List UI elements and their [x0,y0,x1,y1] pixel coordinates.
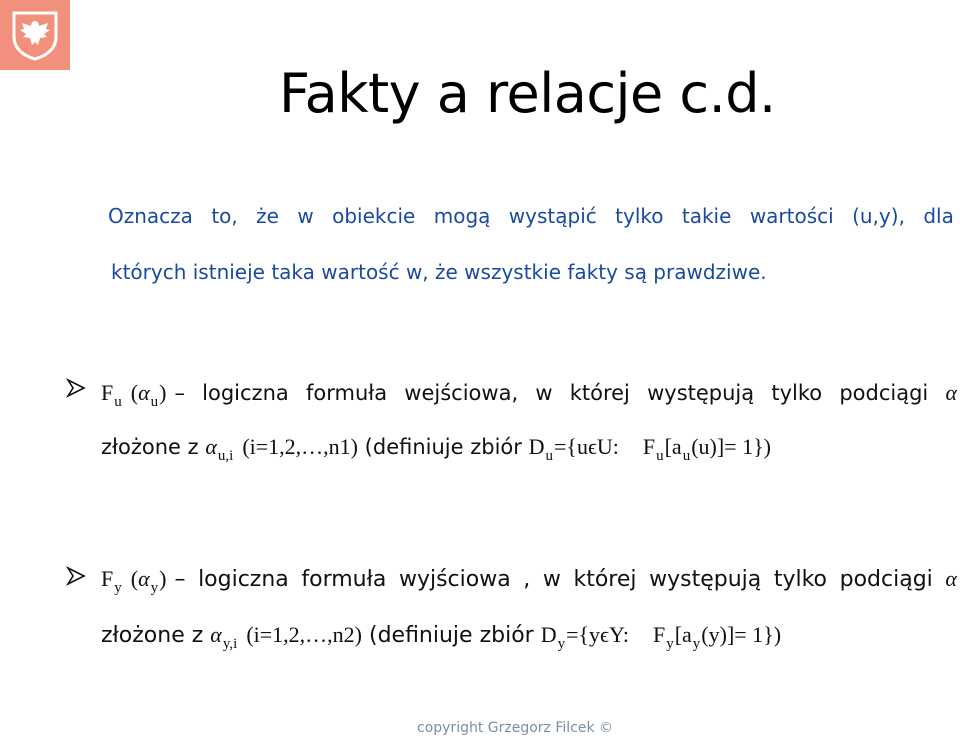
output-formula-definition: złożone z α y,i (i=1,2,…,n2) (definiuje zbiór D y ={yϵY: F y [a y (y)]= 1}) [101,622,782,652]
arrow-bullet-icon [66,566,86,591]
copyright-footer: copyright Grzegorz Filcek © [417,720,614,736]
slide-title: Fakty a relacje c.d. [279,62,776,125]
university-logo [0,0,70,70]
intro-line-1: Oznacza to, że w obiekcie mogą wystąpić tylko takie wartości (u,y), dla [108,204,954,228]
intro-line-2: których istnieje taka wartość w, że wszystkie fakty są prawdziwe. [111,260,767,284]
output-formula-symbol: F y ( α y ) – [101,566,186,596]
input-formula-symbol: F u ( α u ) – [101,380,185,410]
arrow-bullet-icon [66,378,86,403]
output-formula-line: F y ( α y ) – logiczna formuła wyjściowa , w której występują tylko podciągi α [101,566,957,596]
input-formula-definition: złożone z α u,i (i=1,2,…,n1) (definiuje zbiór D u ={uϵU: F u [a u (u)]= 1}) [101,434,771,464]
eagle-shield-icon [10,9,60,61]
input-formula-line: F u ( α u ) – logiczna formuła wejściowa, w której występują tylko podciągi α [101,380,957,410]
